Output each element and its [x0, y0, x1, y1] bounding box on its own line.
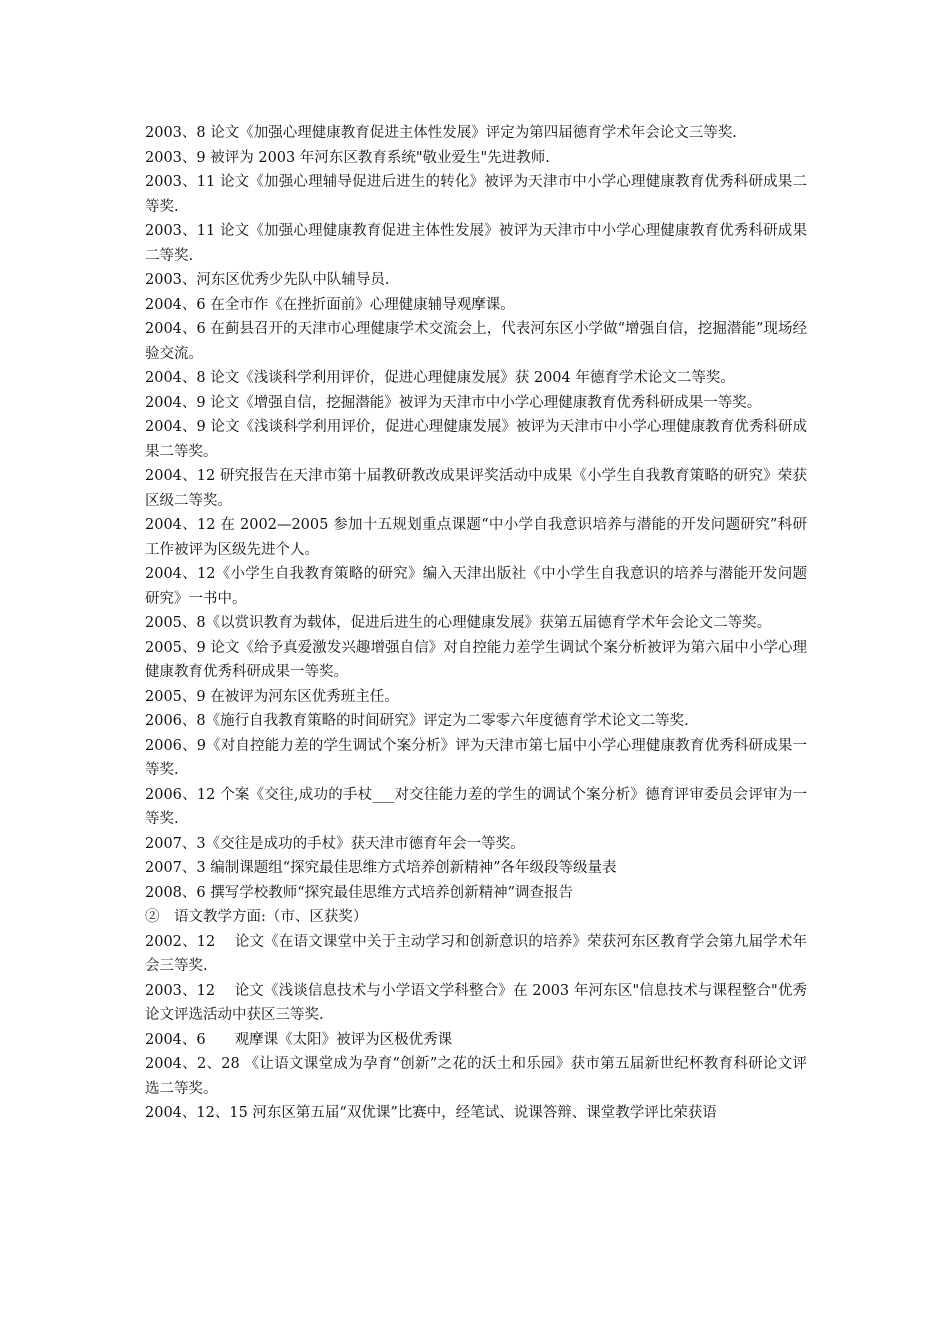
award-entry-2004-12-c: 2004、12《小学生自我教育策略的研究》编入天津出版社《中小学生自我意识的培养与潜能开发问题研究》一书中。 — [145, 566, 807, 607]
award-entry-2004-12-b: 2004、12 在 2002—2005 参加十五规划重点课题“中小学自我意识培养与潜能的开发问题研究”科研工作被评为区级先进个人。 — [145, 517, 807, 558]
award-entry-2004-06-c: 2004、6 观摩课《太阳》被评为区极优秀课 — [145, 1031, 453, 1048]
award-entry-2003-12: 2003、12 论文《浅谈信息技术与小学语文学科整合》在 2003 年河东区"信息技术与课程整合"优秀论文评选活动中获区三等奖. — [145, 982, 807, 1023]
award-entry-2007-03-a: 2007、3《交往是成功的手杖》获天津市德育年会一等奖。 — [145, 835, 525, 852]
award-entry-2004-06-b: 2004、6 在蓟县召开的天津市心理健康学术交流会上，代表河东区小学做“增强自信，挖掘潜能”现场经验交流。 — [145, 321, 807, 362]
award-entry-2007-03-b: 2007、3 编制课题组“探究最佳思维方式培养创新精神”各年级段等级量表 — [145, 860, 617, 876]
section-heading-chinese-teaching: ② 语文教学方面:（市、区获奖） — [145, 909, 368, 925]
award-entry-2006-08: 2006、8《施行自我教育策略的时间研究》评定为二零零六年度德育学术论文二等奖. — [145, 713, 689, 729]
award-entry-2004-08: 2004、8 论文《浅谈科学利用评价，促进心理健康发展》获 2004 年德育学术论文二等奖。 — [145, 370, 735, 386]
document-page — [145, 121, 807, 1126]
award-entry-2004-02-28: 2004、2、28 《让语文课堂成为孕育“创新”之花的沃土和乐园》获市第五届新世纪杯教育科研论文评选二等奖。 — [145, 1056, 807, 1097]
award-entry-2005-09-b: 2005、9 在被评为河东区优秀班主任。 — [145, 688, 399, 705]
award-entry-2003-08: 2003、8 论文《加强心理健康教育促进主体性发展》评定为第四届德育学术年会论文三等奖. — [145, 125, 737, 141]
award-entry-2003-11-b: 2003、11 论文《加强心理健康教育促进主体性发展》被评为天津市中小学心理健康教育优秀科研成果二等奖. — [145, 223, 807, 264]
award-entry-2003-counselor: 2003、河东区优秀少先队中队辅导员. — [145, 272, 390, 288]
award-entry-2005-08: 2005、8《以赏识教育为载体，促进后进生的心理健康发展》获第五届德育学术年会论文二等奖。 — [145, 615, 772, 631]
award-entry-2004-09-a: 2004、9 论文《增强自信，挖掘潜能》被评为天津市中小学心理健康教育优秀科研成果一等奖。 — [145, 394, 762, 411]
award-entry-2006-12: 2006、12 个案《交往,成功的手杖___对交往能力差的学生的调试个案分析》德育评审委员会评审为一等奖. — [145, 786, 807, 827]
award-entry-2005-09-a: 2005、9 论文《给予真爱激发兴趣增强自信》对自控能力差学生调试个案分析被评为第六届中小学心理健康教育优秀科研成果一等奖。 — [145, 639, 807, 680]
award-entry-2004-09-b: 2004、9 论文《浅谈科学利用评价，促进心理健康发展》被评为天津市中小学心理健康教育优秀科研成果二等奖。 — [145, 419, 807, 460]
award-entry-2008-06: 2008、6 撰写学校教师“探究最佳思维方式培养创新精神”调查报告 — [145, 884, 574, 901]
award-entry-2003-11-a: 2003、11 论文《加强心理辅导促进后进生的转化》被评为天津市中小学心理健康教育优秀科研成果二等奖. — [145, 174, 807, 215]
award-entry-2003-09: 2003、9 被评为 2003 年河东区教育系统"敬业爱生"先进教师. — [145, 149, 550, 166]
award-entry-2004-06-a: 2004、6 在全市作《在挫折面前》心理健康辅导观摩课。 — [145, 296, 515, 313]
award-entry-2004-12-a: 2004、12 研究报告在天津市第十届教研教改成果评奖活动中成果《小学生自我教育策略的研究》荣获区级二等奖。 — [145, 468, 807, 509]
award-entry-2006-09: 2006、9《对自控能力差的学生调试个案分析》评为天津市第七届中小学心理健康教育优秀科研成果一等奖. — [145, 737, 807, 778]
award-entry-2002-12: 2002、12 论文《在语文课堂中关于主动学习和创新意识的培养》荣获河东区教育学会第九届学术年会三等奖. — [145, 933, 807, 974]
award-entry-2004-12-15: 2004、12、15 河东区第五届“双优课”比赛中，经笔试、说课答辩、课堂教学评比荣获语 — [145, 1105, 717, 1121]
